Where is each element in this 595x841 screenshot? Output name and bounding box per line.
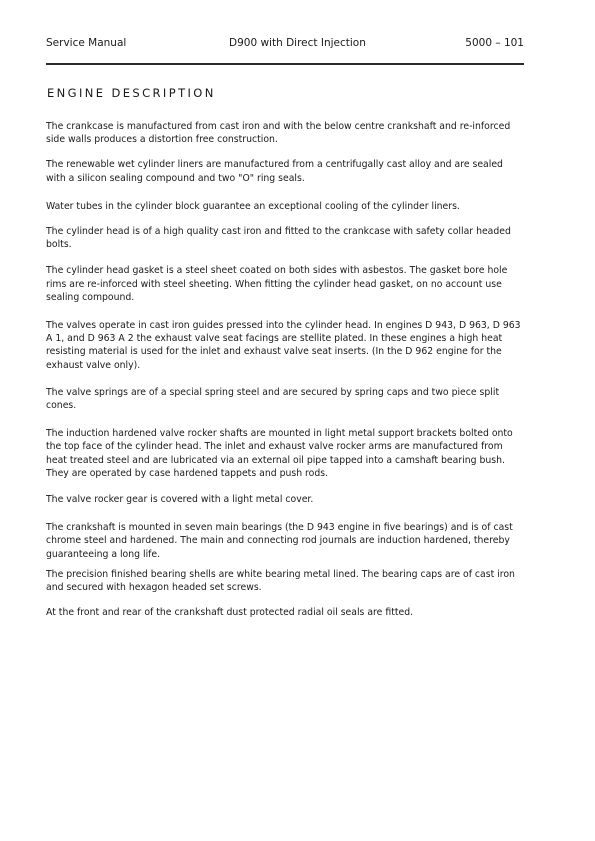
paragraph-cylinder-head: The cylinder head is of a high quality cast iron and fitted to the crankcase with safety collar headed bolts. <box>46 226 511 251</box>
section-title: ENGINE DESCRIPTION <box>47 86 216 100</box>
paragraph-head-gasket: The cylinder head gasket is a steel sheet coated on both sides with asbestos. The gasket bore hole rims are re-inforced with steel sheeting. When fitting the cylinder head gasket, on no account use sealing compound. <box>46 265 508 303</box>
paragraph-rocker-shafts: The induction hardened valve rocker shafts are mounted in light metal support brackets bolted onto the top face of the cylinder head. The inlet and exhaust valve rocker arms are manufactured from heat treated steel and are lubricated via an external oil pipe tapped into a camshaft bearing bush. They are operated by case hardened tappets and push rods. <box>46 428 513 479</box>
header-divider <box>46 63 524 65</box>
paragraph-crankshaft: The crankshaft is mounted in seven main bearings (the D 943 engine in five bearings) and is of cast chrome steel and hardened. The main and connecting rod journals are induction hardened, thereby guaranteeing a long life. <box>46 522 513 560</box>
document-body <box>46 120 522 619</box>
paragraph-oil-seals: At the front and rear of the crankshaft dust protected radial oil seals are fitted. <box>46 607 414 619</box>
paragraph-valve-springs: The valve springs are of a special spring steel and are secured by spring caps and two piece split cones. <box>46 386 500 412</box>
header-model-title: D900 with Direct Injection <box>229 37 366 49</box>
header-manual-title: Service Manual <box>46 37 127 49</box>
paragraph-valves: The valves operate in cast iron guides pressed into the cylinder head. In engines D 943, D 963, D 963 A 1, and D 963 A 2 the exhaust valve seat facings are stellite plated. In these engines a high heat resisting material is used for the inlet and exhaust valve seat inserts. (In the D 962 engine for the exhaust valve only). <box>46 320 521 371</box>
page-header <box>46 37 524 51</box>
paragraph-water-tubes: Water tubes in the cylinder block guarantee an exceptional cooling of the cylinder liners. <box>46 200 460 212</box>
paragraph-crankcase: The crankcase is manufactured from cast iron and with the below centre crankshaft and re-inforced side walls produces a distortion free construction. <box>46 121 511 146</box>
paragraph-cylinder-liners: The renewable wet cylinder liners are manufactured from a centrifugally cast alloy and are sealed with a silicon sealing compound and two "O" ring seals. <box>46 159 503 184</box>
paragraph-rocker-cover: The valve rocker gear is covered with a light metal cover. <box>46 494 314 506</box>
header-page-number: 5000 – 101 <box>465 37 524 49</box>
paragraph-bearing-shells: The precision finished bearing shells are white bearing metal lined. The bearing caps are of cast iron and secured with hexagon headed set screws. <box>46 568 515 594</box>
